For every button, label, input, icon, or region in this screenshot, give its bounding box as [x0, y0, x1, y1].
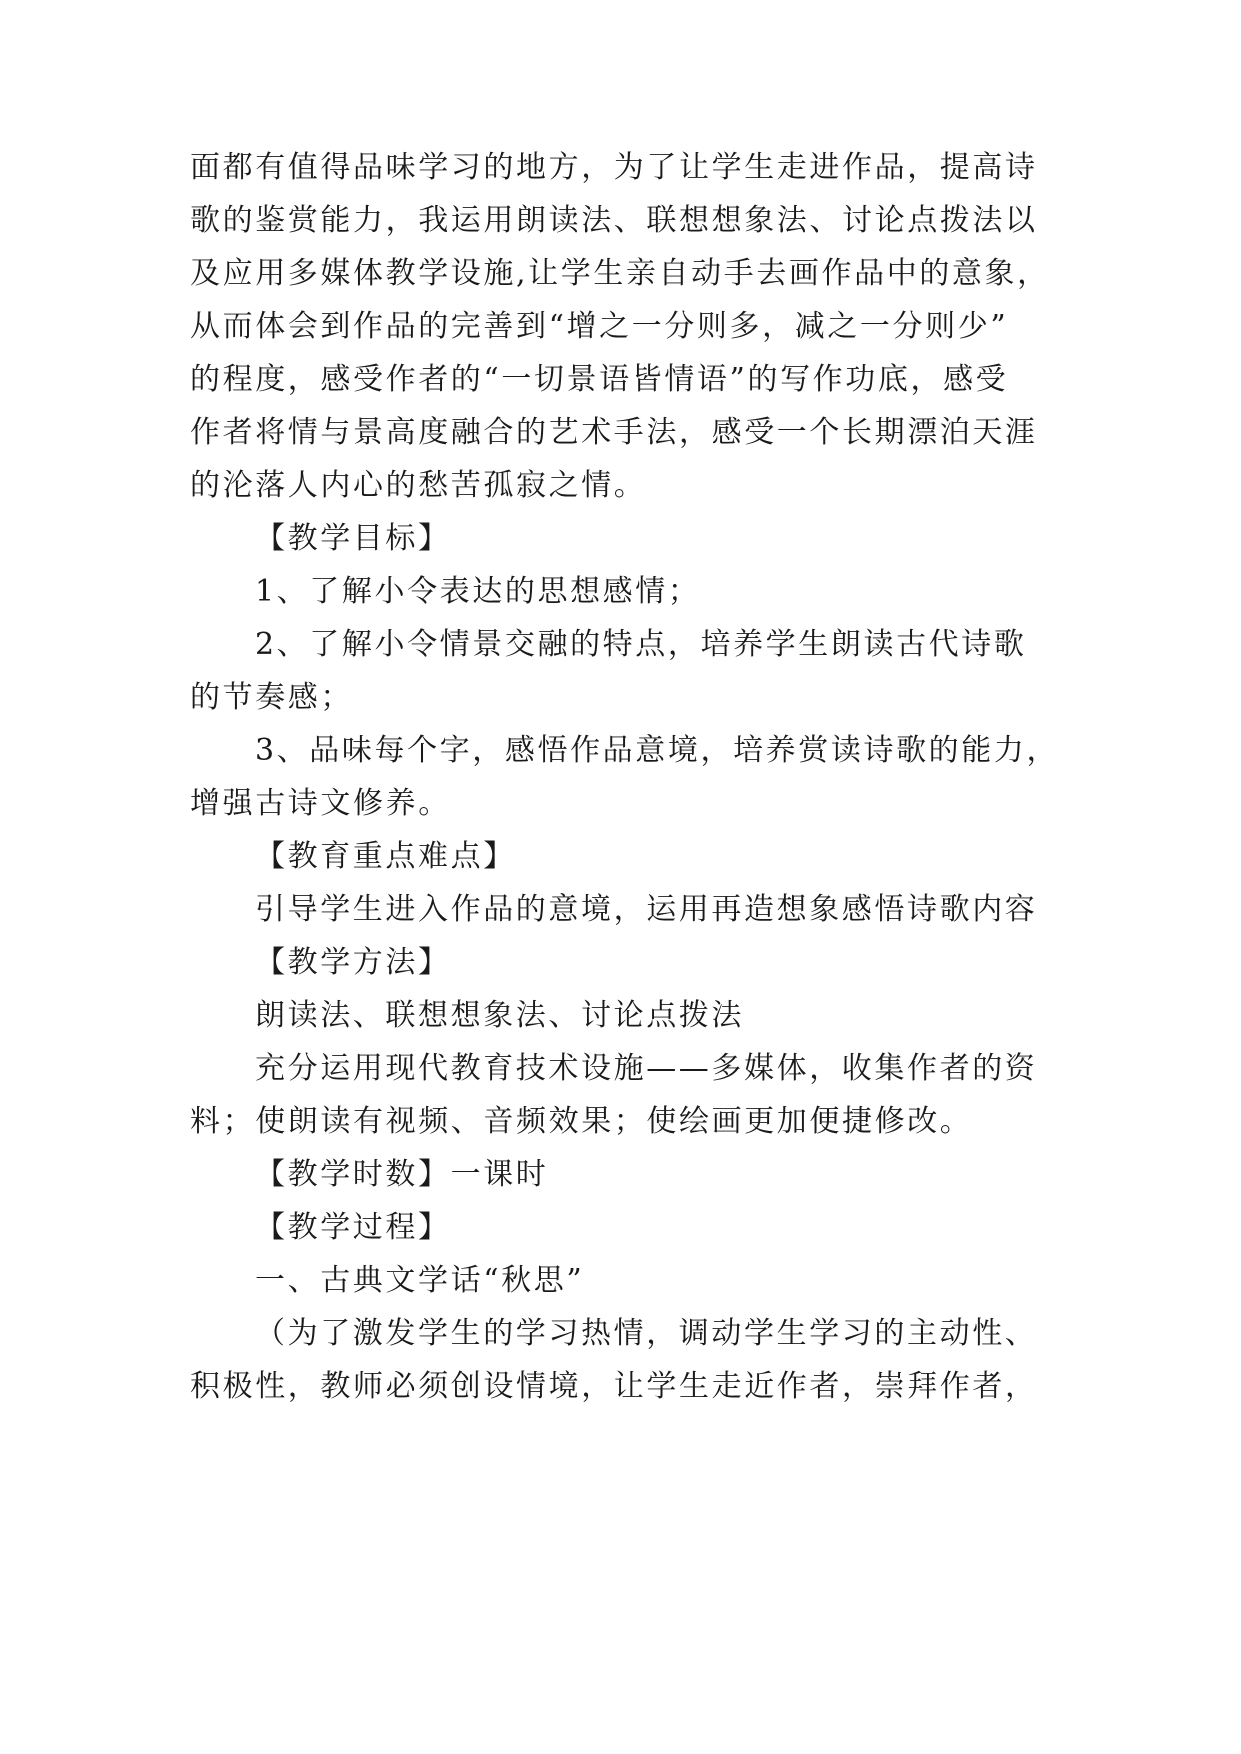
body-text-line: （为了激发学生的学习热情，调动学生学习的主动性、 — [255, 1316, 1038, 1351]
section-heading-class-hours: 【教学时数】一课时 — [255, 1157, 549, 1192]
body-text-line: 面都有值得品味学习的地方，为了让学生走进作品，提高诗 — [190, 150, 1038, 185]
list-item-goal-1: 1、了解小令表达的思想感情； — [255, 574, 701, 609]
section-heading-teaching-methods: 【教学方法】 — [255, 945, 451, 980]
subsection-heading: 一、古典文学话“秋思” — [255, 1263, 585, 1298]
body-text-line: 从而体会到作品的完善到“增之一分则多，减之一分则少” — [190, 309, 1009, 344]
body-text-line: 的节奏感； — [190, 680, 353, 715]
body-text-line: 的程度，感受作者的“一切景语皆情语”的写作功底，感受 — [190, 362, 1009, 397]
section-heading-key-points: 【教育重点难点】 — [255, 839, 516, 874]
body-text-line: 引导学生进入作品的意境，运用再造想象感悟诗歌内容 — [255, 892, 1038, 927]
body-text-line: 作者将情与景高度融合的艺术手法，感受一个长期漂泊天涯 — [190, 415, 1038, 450]
body-text-line: 歌的鉴赏能力，我运用朗读法、联想想象法、讨论点拨法以 — [190, 203, 1038, 238]
section-heading-teaching-goals: 【教学目标】 — [255, 521, 451, 556]
body-text-line: 料；使朗读有视频、音频效果；使绘画更加便捷修改。 — [190, 1104, 973, 1139]
body-text-line: 及应用多媒体教学设施,让学生亲自动手去画作品中的意象， — [190, 256, 1050, 291]
body-text-line: 的沦落人内心的愁苦孤寂之情。 — [190, 468, 647, 503]
list-item-goal-2: 2、了解小令情景交融的特点，培养学生朗读古代诗歌 — [255, 627, 1027, 662]
list-item-goal-3: 3、品味每个字，感悟作品意境，培养赏读诗歌的能力， — [255, 733, 1060, 768]
body-text-line: 朗读法、联想想象法、讨论点拨法 — [255, 998, 744, 1033]
body-text-line: 充分运用现代教育技术设施——多媒体，收集作者的资 — [255, 1051, 1038, 1086]
body-text-line: 积极性，教师必须创设情境，让学生走近作者，崇拜作者， — [190, 1369, 1038, 1404]
body-text-line: 增强古诗文修养。 — [190, 786, 451, 821]
section-heading-teaching-process: 【教学过程】 — [255, 1210, 451, 1245]
